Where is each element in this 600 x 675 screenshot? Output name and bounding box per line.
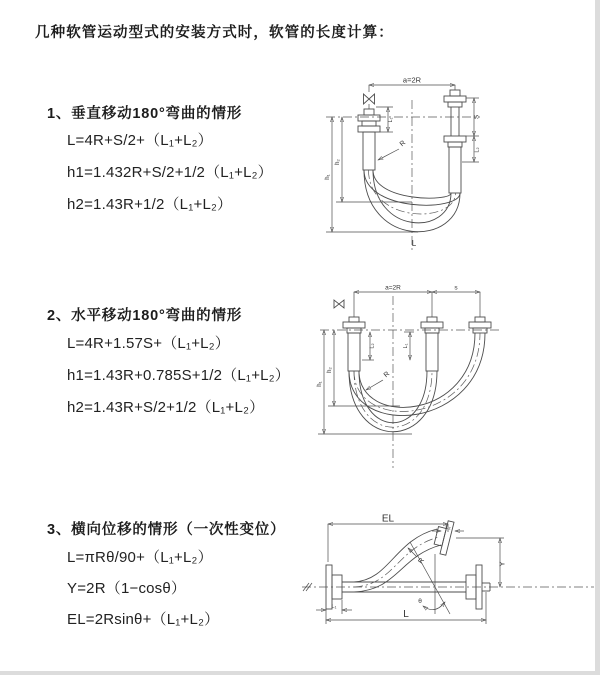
diagram-horizontal-180-bend — [312, 280, 600, 475]
valve-icon — [334, 300, 344, 308]
radius-label: R — [382, 370, 392, 380]
section-3-heading: 3、横向位移的情形（一次性变位） — [47, 522, 286, 538]
dim-y-label: Y — [497, 561, 507, 567]
section-2-formula-l: L=4R+1.57S+（L₁+L₂） — [67, 335, 230, 352]
right-flange-stack — [469, 317, 491, 333]
valve-icon — [364, 94, 375, 109]
section-2-heading: 2、水平移动180°弯曲的情形 — [47, 308, 243, 324]
section-1-formula-h2: h2=1.43R+1/2（L₁+L₂） — [67, 196, 233, 213]
section-3-formula-el: EL=2Rsinθ+（L₁+L₂） — [67, 611, 220, 628]
section-3-formula-l: L=πRθ/90+（L₁+L₂） — [67, 549, 213, 566]
dim-l1-label: L₁ — [403, 343, 409, 349]
length-label: L — [411, 239, 417, 248]
section-1-formula-l: L=4R+S/2+（L₁+L₂） — [67, 132, 213, 149]
dim-l1-label: L₁ — [331, 604, 337, 610]
dim-a2r-label: a=2R — [402, 75, 422, 85]
radius-label: R — [398, 139, 408, 149]
dim-l2-label: L₂ — [445, 525, 451, 531]
dim-h1-label: h₁ — [317, 381, 323, 387]
dim-l2-label: L₂ — [474, 147, 481, 153]
section-1-formula-h1: h1=1.432R+S/2+1/2（L₁+L₂） — [67, 164, 273, 181]
dim-l1-label: L₁ — [388, 117, 394, 123]
hose-s-curve — [354, 529, 441, 592]
page-edge-right — [595, 0, 600, 675]
diagram-lateral-displacement — [298, 502, 600, 654]
dim-h2-label: h₂ — [327, 367, 333, 373]
hose-u-curves — [364, 170, 460, 232]
dim-h2-label: h₂ — [335, 159, 341, 165]
dim-a2r-label: a=2R — [385, 284, 401, 292]
section-2-formula-h2: h2=1.43R+S/2+1/2（L₁+L₂） — [67, 399, 265, 416]
length-label: L — [403, 609, 409, 620]
right-flange-stack — [444, 90, 466, 193]
page-edge-bottom — [0, 671, 600, 675]
dim-l2-label: L₂ — [369, 343, 376, 349]
theta-label: θ — [418, 598, 422, 605]
page-title: 几种软管运动型式的安装方式时，软管的长度计算： — [35, 25, 394, 41]
radius-label: R — [417, 557, 427, 566]
dim-el-label: EL — [381, 513, 395, 525]
dim-s-label: S — [473, 114, 481, 120]
section-1-heading: 1、垂直移动180°弯曲的情形 — [47, 106, 243, 122]
dim-h1-label: h₁ — [325, 174, 331, 180]
diagram-vertical-180-bend — [312, 72, 600, 260]
angle-construction — [410, 542, 450, 614]
dim-s-label: s — [454, 284, 458, 292]
section-3-formula-y: Y=2R（1−cosθ） — [67, 580, 187, 597]
section-2-formula-h1: h1=1.43R+0.785S+1/2（L₁+L₂） — [67, 367, 290, 384]
left-flange-stack — [358, 109, 380, 170]
middle-flange-stack — [421, 317, 443, 371]
left-flange-stack — [343, 317, 365, 371]
